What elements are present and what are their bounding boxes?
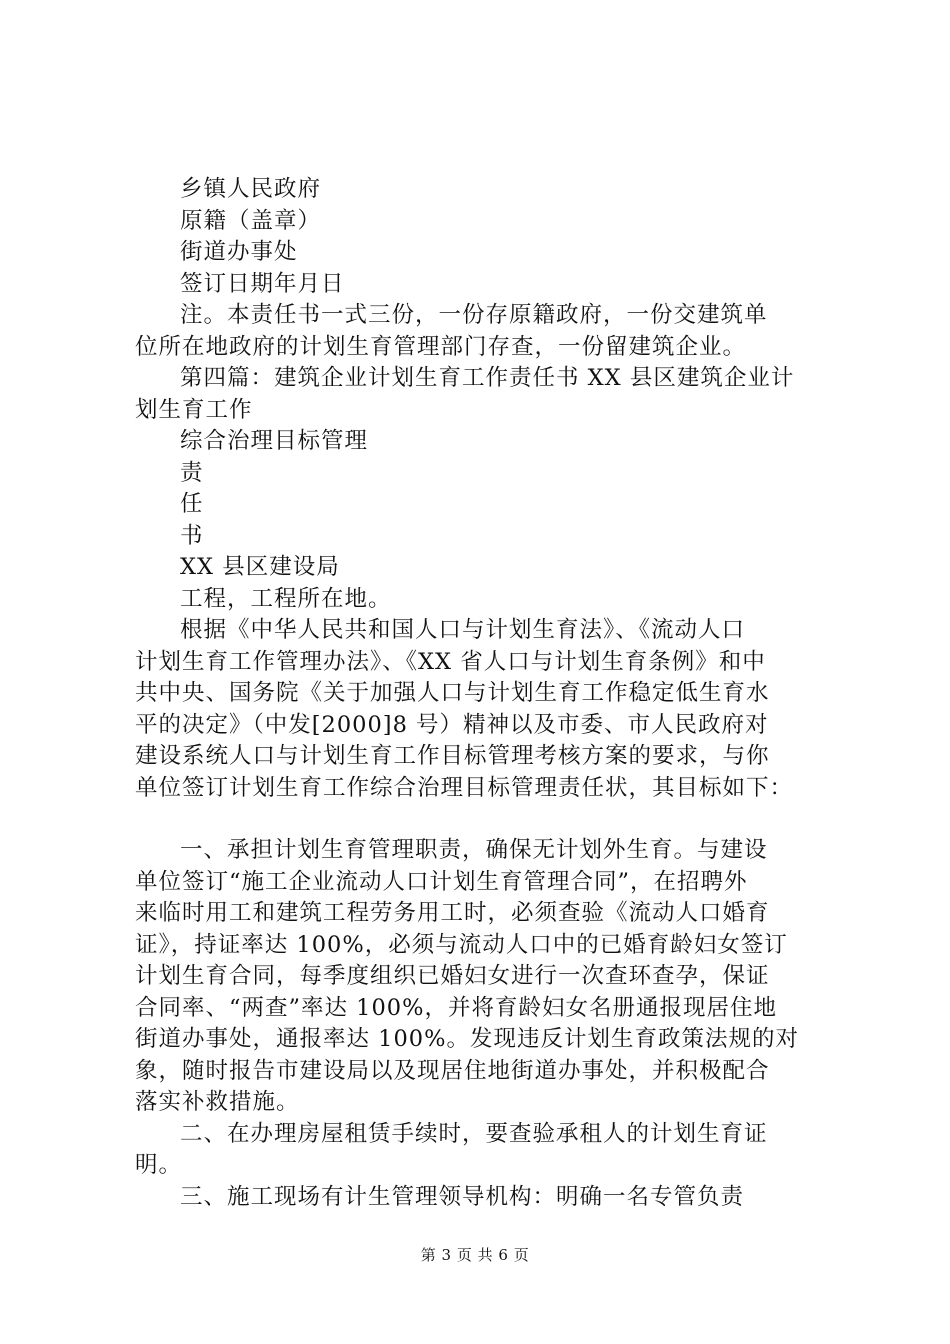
text-line: 明。 [135,1152,183,1178]
text-line: 共中央、国务院《关于加强人口与计划生育工作稳定低生育水 [135,680,770,706]
text-line: 建设系统人口与计划生育工作目标管理考核方案的要求，与你 [135,743,770,769]
text-line: 书 [180,522,204,549]
text-line: 三、施工现场有计生管理领导机构：明确一名专管负责 [180,1183,745,1210]
text-line: 责 [180,459,204,486]
text-line: 单位签订“施工企业流动人口计划生育管理合同”，在招聘外 [135,868,748,895]
text-line: XX 县区建设局 [180,554,340,580]
document-body [135,174,825,1213]
text-line: 来临时用工和建筑工程劳务用工时，必须查验《流动人口婚育 [135,900,770,926]
text-line: 二、在办理房屋租赁手续时，要查验承租人的计划生育证 [180,1120,768,1147]
text-line: 签订日期年月日 [180,270,345,297]
text-line: 注。本责任书一式三份，一份存原籍政府，一份交建筑单 [180,302,768,328]
text-line: 一、承担计划生育管理职责，确保无计划外生育。与建设 [180,837,768,863]
text-line: 第四篇：建筑企业计划生育工作责任书 XX 县区建筑企业计 [180,365,795,391]
text-line: 工程，工程所在地。 [180,585,392,612]
text-line: 单位签订计划生育工作综合治理目标管理责任状，其目标如下： [135,774,794,801]
text-line: 任 [180,491,204,517]
text-line: 综合治理目标管理 [180,428,369,454]
text-line: 象，随时报告市建设局以及现居住地街道办事处，并积极配合 [135,1057,770,1084]
text-line: 原籍（盖章） [180,207,322,234]
text-line: 街道办事处，通报率达 100%。发现违反计划生育政策法规的对 [135,1026,799,1052]
text-line: 街道办事处 [180,239,298,265]
page-number-footer: 第 3 页 共 6 页 [420,1246,530,1264]
text-line: 计划生育合同，每季度组织已婚妇女进行一次查环查孕，保证 [135,963,770,989]
text-line: 计划生育工作管理办法》、《XX 省人口与计划生育条例》和中 [135,648,766,675]
text-line: 根据《中华人民共和国人口与计划生育法》、《流动人口 [180,617,746,643]
text-line: 落实补救措施。 [135,1089,300,1115]
text-line: 划生育工作 [135,396,253,423]
text-line: 位所在地政府的计划生育管理部门存查，一份留建筑企业。 [135,333,747,360]
text-line: 平的决定》（中发[2000]8 号）精神以及市委、市人民政府对 [135,711,769,738]
text-line: 合同率、“两查”率达 100%，并将育龄妇女名册通报现居住地 [135,994,777,1021]
text-line: 证》，持证率达 100%，必须与流动人口中的已婚育龄妇女签订 [135,931,788,958]
paragraph-gap [135,804,825,835]
text-line: 乡镇人民政府 [180,176,322,202]
